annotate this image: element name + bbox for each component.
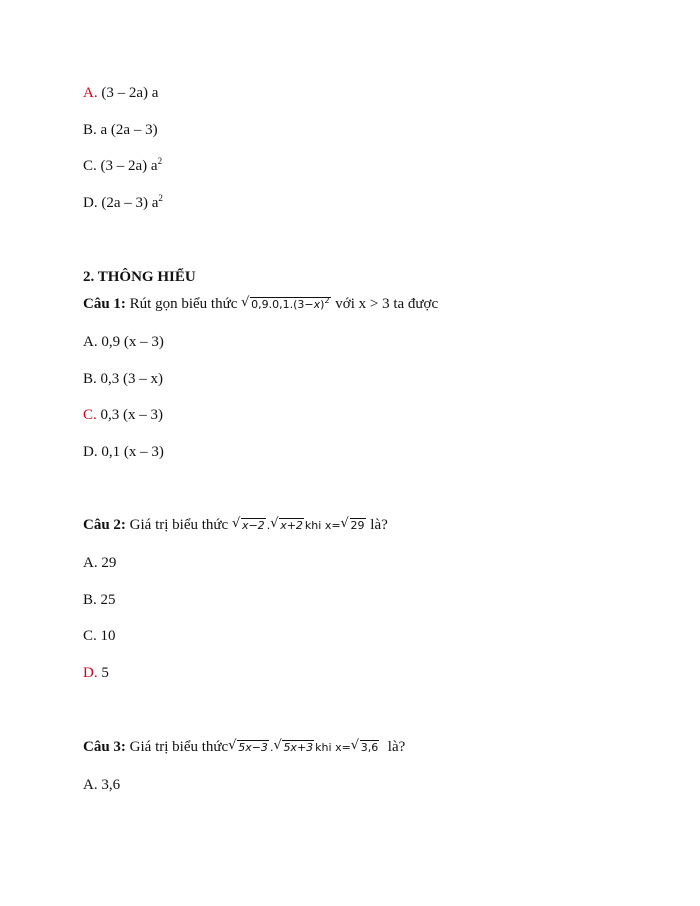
option-text: (2a – 3) a bbox=[97, 195, 159, 211]
radicand-close: ) bbox=[320, 298, 325, 311]
option-dot: . bbox=[93, 407, 97, 423]
question-prefix: Giá trị biểu thức bbox=[125, 739, 229, 755]
question-prefix: Giá trị biểu thức bbox=[125, 517, 232, 533]
multiply-dot: . bbox=[269, 741, 274, 754]
option-d bbox=[83, 194, 163, 212]
option-letter: A bbox=[83, 334, 94, 350]
option-dot: . bbox=[93, 85, 98, 101]
q2-option-a bbox=[83, 554, 116, 572]
option-superscript: 2 bbox=[158, 193, 163, 203]
option-letter: D bbox=[83, 665, 94, 681]
question-1 bbox=[83, 295, 438, 314]
sqrt-expression-2 bbox=[273, 739, 314, 757]
radicand-text: x+2 bbox=[280, 519, 303, 532]
q1-option-d bbox=[83, 443, 164, 461]
option-superscript: 2 bbox=[157, 156, 163, 166]
option-dot: . bbox=[93, 592, 97, 608]
question-suffix: với x > 3 ta được bbox=[331, 296, 439, 312]
question-suffix: là? bbox=[366, 517, 388, 533]
option-c bbox=[83, 157, 162, 175]
radicand-text: 5x−3 bbox=[238, 741, 268, 754]
option-text: 0,9 (x – 3) bbox=[97, 334, 164, 350]
option-text: 3,6 bbox=[97, 777, 121, 793]
option-letter: A bbox=[83, 777, 94, 793]
option-dot: . bbox=[93, 777, 98, 793]
radicand-exponent: 2 bbox=[324, 296, 330, 305]
q3-option-a bbox=[83, 776, 120, 794]
option-letter: B bbox=[83, 122, 94, 138]
radicand-variable: x bbox=[313, 298, 321, 311]
sqrt-expression bbox=[241, 296, 330, 314]
option-letter: A bbox=[83, 555, 94, 571]
q2-option-b bbox=[83, 591, 116, 609]
condition-text: khi x= bbox=[304, 519, 341, 532]
option-text: 0,1 (x – 3) bbox=[97, 444, 164, 460]
option-dot: . bbox=[93, 555, 98, 571]
question-suffix: là? bbox=[380, 739, 406, 755]
option-a bbox=[83, 84, 158, 102]
option-letter: C bbox=[83, 628, 94, 644]
radicand-text: x−2 bbox=[241, 519, 265, 532]
question-label: Câu 3: bbox=[83, 739, 126, 755]
option-text: (3 – 2a) a bbox=[97, 85, 159, 101]
option-dot: . bbox=[93, 334, 98, 350]
sqrt-expression-3 bbox=[351, 739, 380, 757]
sqrt-expression-1 bbox=[232, 517, 266, 535]
option-letter: C bbox=[83, 407, 94, 423]
option-dot: . bbox=[93, 371, 97, 387]
question-3 bbox=[83, 738, 405, 757]
option-dot: . bbox=[93, 628, 97, 644]
condition-text: khi x= bbox=[315, 741, 351, 754]
option-letter: A bbox=[83, 85, 94, 101]
option-letter: B bbox=[83, 371, 94, 387]
q1-option-b bbox=[83, 370, 163, 388]
q1-option-c bbox=[83, 406, 163, 424]
option-letter: D bbox=[83, 195, 94, 211]
radicand-text: 5x+3 bbox=[283, 741, 314, 754]
radicand-text: 0,9.0,1.(3− bbox=[251, 298, 314, 311]
option-letter: B bbox=[83, 592, 94, 608]
option-text: 25 bbox=[96, 592, 116, 608]
radicand-text: 29 bbox=[350, 519, 365, 532]
sqrt-expression-2 bbox=[270, 517, 304, 535]
q1-option-a bbox=[83, 333, 164, 351]
option-dot: . bbox=[93, 158, 97, 174]
option-text: 5 bbox=[97, 665, 109, 681]
option-dot: . bbox=[93, 665, 98, 681]
multiply-dot: . bbox=[266, 519, 271, 532]
option-text: 29 bbox=[97, 555, 117, 571]
option-dot: . bbox=[93, 122, 97, 138]
option-b bbox=[83, 121, 158, 139]
option-letter: D bbox=[83, 444, 94, 460]
option-text: 10 bbox=[96, 628, 116, 644]
section-heading: 2. THÔNG HIỂU bbox=[83, 269, 196, 285]
q2-option-d bbox=[83, 664, 109, 682]
radicand-text: 3,6 bbox=[360, 741, 379, 754]
option-text: 0,3 (x – 3) bbox=[96, 407, 164, 423]
sqrt-expression-1 bbox=[228, 739, 269, 757]
option-text: 0,3 (3 – x) bbox=[96, 371, 164, 387]
question-2 bbox=[83, 516, 388, 535]
option-text: (3 – 2a) a bbox=[96, 158, 158, 174]
option-dot: . bbox=[93, 444, 98, 460]
option-dot: . bbox=[93, 195, 98, 211]
option-letter: C bbox=[83, 158, 94, 174]
sqrt-expression-3 bbox=[341, 517, 366, 535]
question-label: Câu 1: bbox=[83, 296, 126, 312]
question-prefix: Rút gọn biểu thức bbox=[125, 296, 242, 312]
option-text: a (2a – 3) bbox=[96, 122, 158, 138]
question-label: Câu 2: bbox=[83, 517, 126, 533]
q2-option-c bbox=[83, 627, 116, 645]
